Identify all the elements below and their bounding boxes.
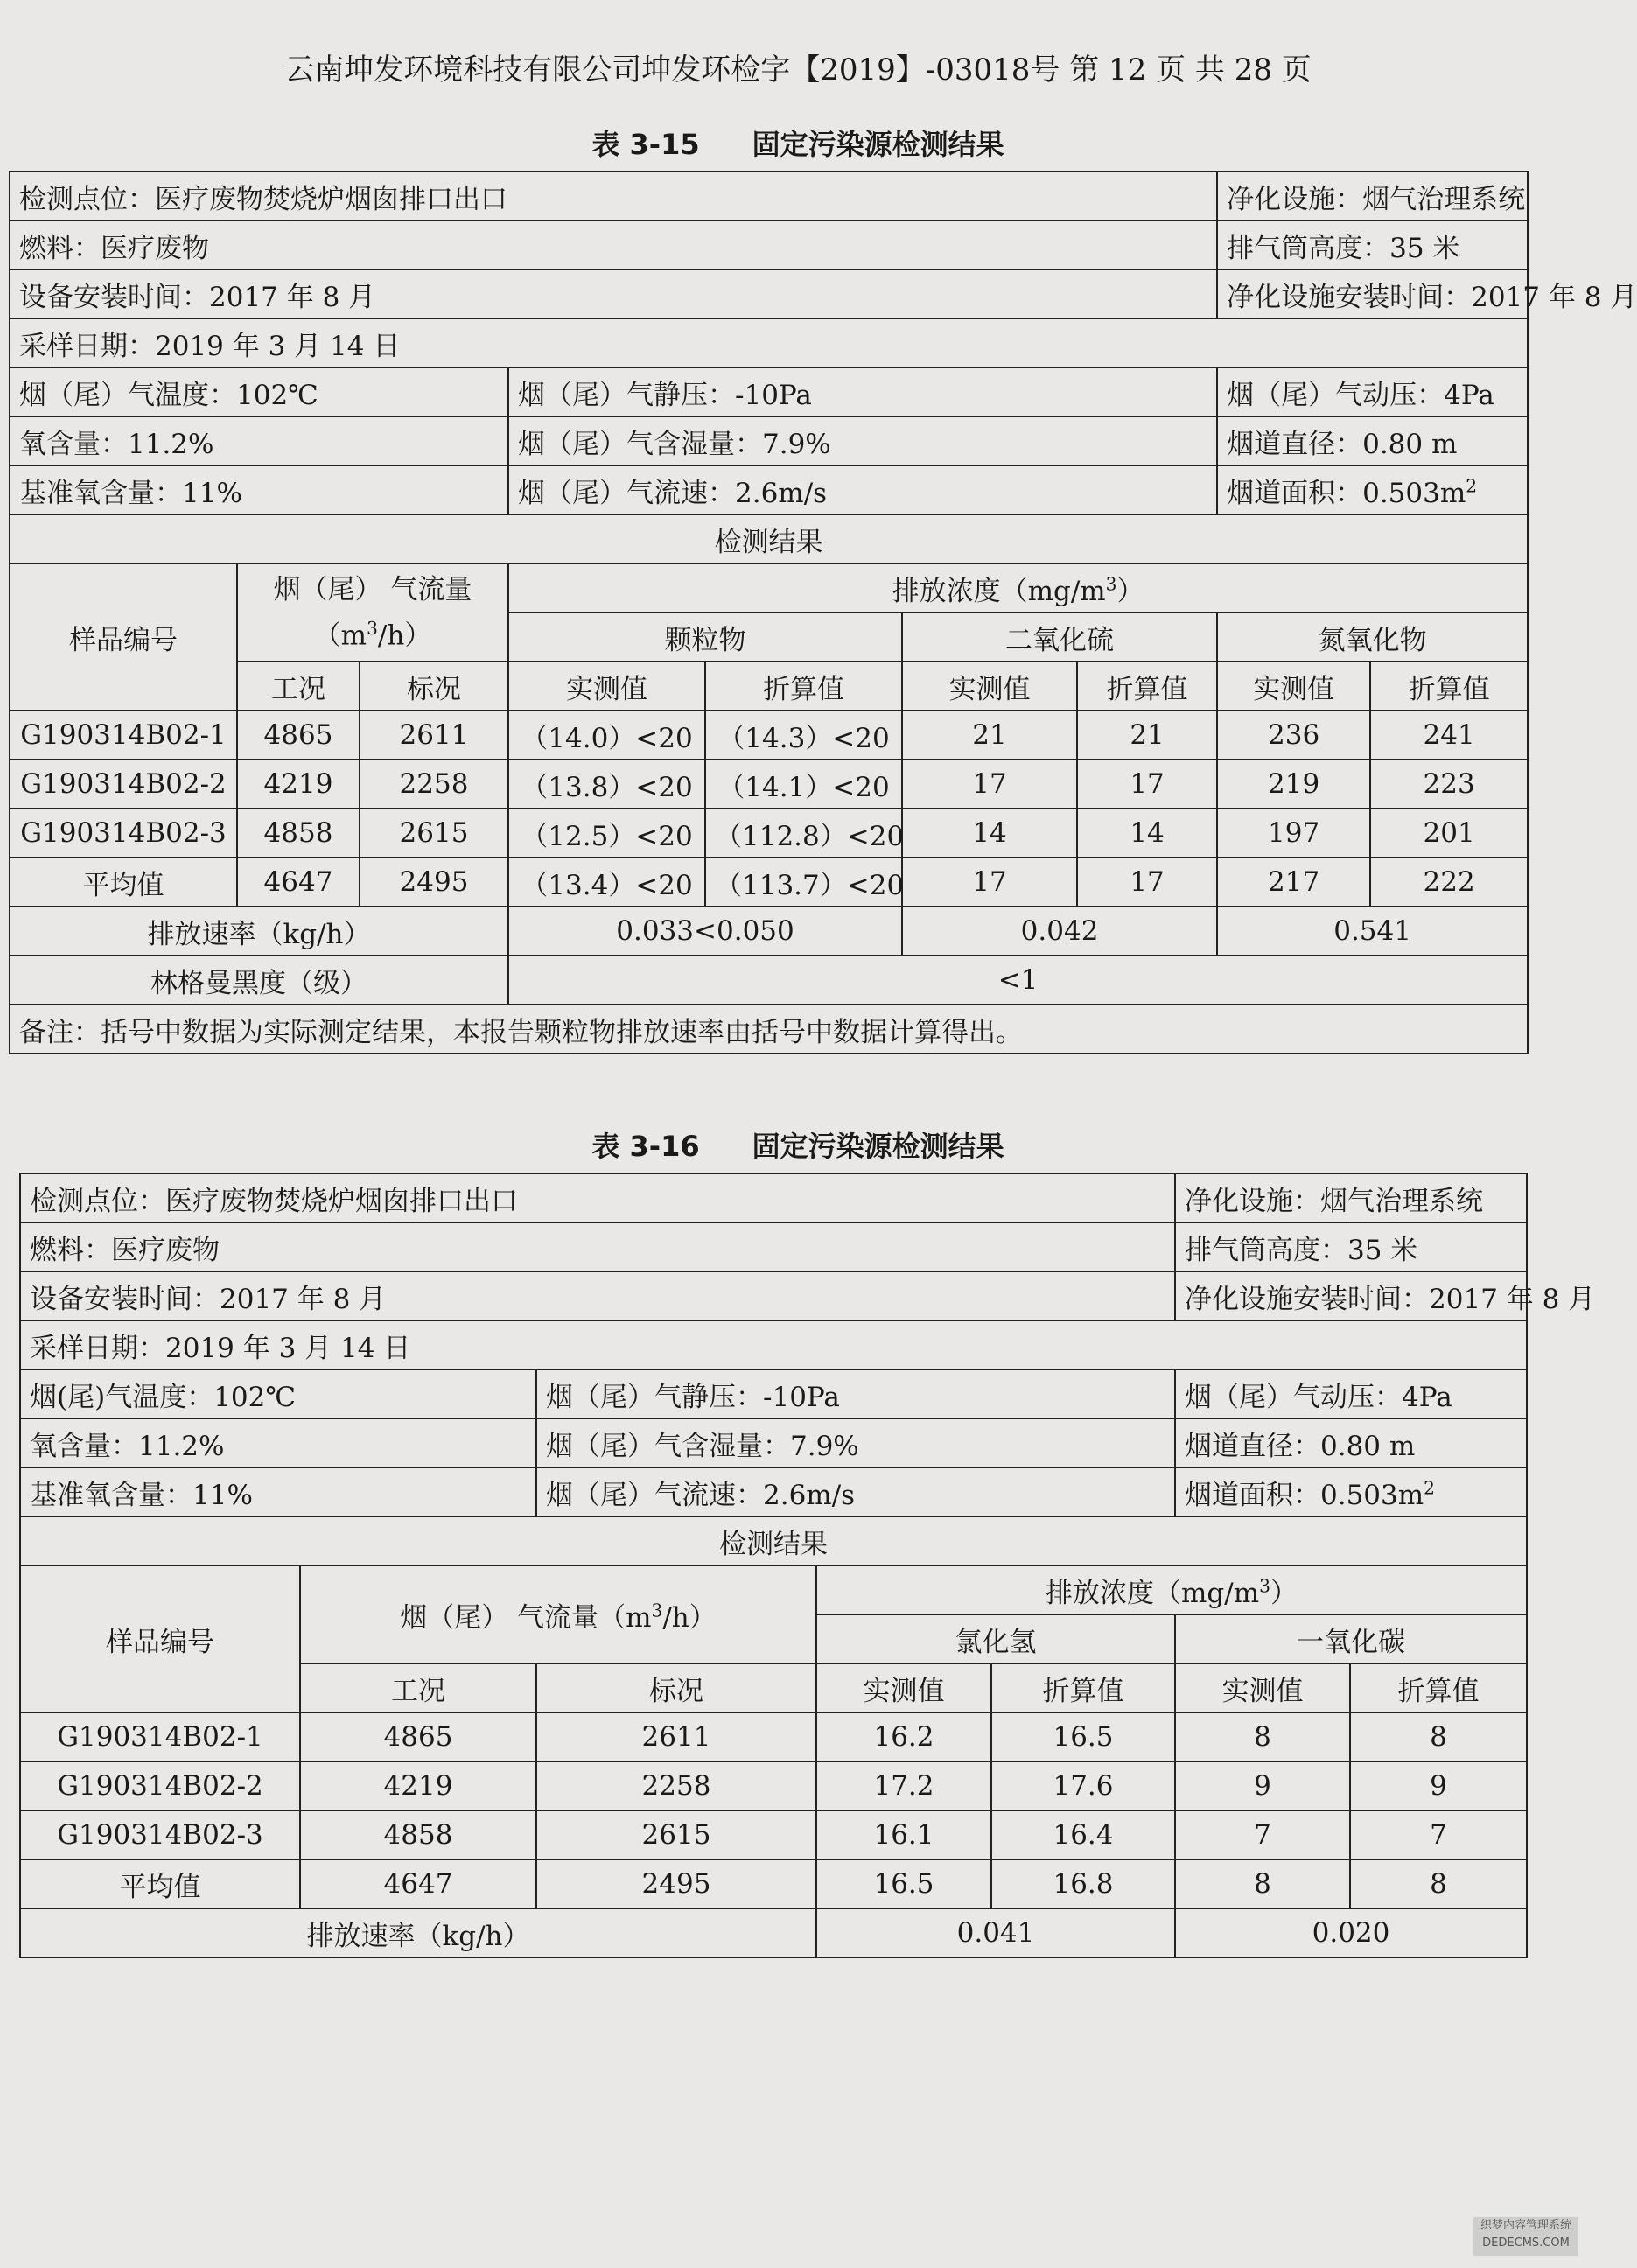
so2-measured: 21 <box>902 710 1077 760</box>
hcl-measured: 16.1 <box>816 1810 991 1859</box>
co-rate: 0.020 <box>1175 1908 1527 1957</box>
emission-rate-row <box>10 906 1528 956</box>
base-oxygen-cell: 基准氧含量：11% <box>20 1467 536 1516</box>
base-oxygen-cell: 基准氧含量：11% <box>10 466 508 514</box>
so2-measured: 17 <box>902 760 1077 808</box>
co-converted-header: 折算值 <box>1350 1663 1527 1712</box>
co-header: 一氧化碳 <box>1175 1614 1527 1663</box>
sample-id: G190314B02-3 <box>20 1810 300 1859</box>
work-value: 4858 <box>237 808 360 858</box>
pm-converted: （112.8）<20 <box>705 808 902 858</box>
hcl-measured: 16.5 <box>816 1859 991 1908</box>
table-row <box>20 1712 1527 1761</box>
table-row <box>20 1761 1527 1810</box>
nox-measured: 236 <box>1217 710 1370 760</box>
so2-rate: 0.042 <box>902 906 1217 956</box>
hcl-converted: 16.8 <box>991 1859 1175 1908</box>
static-pressure-cell: 烟（尾）气静压：-10Pa <box>536 1369 1175 1418</box>
duct-area-cell <box>1217 466 1528 514</box>
pm-measured: （14.0）<20 <box>508 710 705 760</box>
work-value: 4865 <box>300 1712 536 1761</box>
nox-measured: 219 <box>1217 760 1370 808</box>
caption-title: 固定污染源检测结果 <box>752 1130 1004 1163</box>
so2-measured: 17 <box>902 858 1077 906</box>
std-header: 标况 <box>536 1663 816 1712</box>
average-row <box>10 858 1528 906</box>
so2-converted: 21 <box>1077 710 1217 760</box>
table-row <box>10 710 1528 760</box>
caption-number: 表 3-15 <box>591 128 700 161</box>
work-header: 工况 <box>300 1663 536 1712</box>
co-measured: 9 <box>1175 1761 1350 1810</box>
co-converted: 8 <box>1350 1712 1527 1761</box>
watermark-line2: DEDECMS.COM <box>1482 2236 1570 2250</box>
dynamic-pressure-cell: 烟（尾）气动压：4Pa <box>1175 1369 1527 1418</box>
hcl-measured: 16.2 <box>816 1712 991 1761</box>
duct-area-sup: 2 <box>1466 475 1478 497</box>
nox-converted: 222 <box>1370 858 1528 906</box>
flow-speed-cell: 烟（尾）气流速：2.6m/s <box>536 1467 1175 1516</box>
caption-number: 表 3-16 <box>591 1130 700 1163</box>
flow-pre: 烟（尾） 气流量（m <box>400 1601 652 1634</box>
nox-converted: 201 <box>1370 808 1528 858</box>
pm-measured: （13.4）<20 <box>508 858 705 906</box>
humidity-cell: 烟（尾）气含湿量：7.9% <box>508 416 1217 466</box>
nox-measured: 217 <box>1217 858 1370 906</box>
flow-header <box>237 564 508 662</box>
duct-diameter-cell: 烟道直径：0.80 m <box>1217 416 1528 466</box>
so2-converted: 17 <box>1077 858 1217 906</box>
results-title: 检测结果 <box>10 514 1528 564</box>
so2-measured-header: 实测值 <box>902 662 1077 710</box>
so2-converted: 14 <box>1077 808 1217 858</box>
std-value: 2495 <box>360 858 508 906</box>
hcl-converted-header: 折算值 <box>991 1663 1175 1712</box>
facility-install-time-cell: 净化设施安装时间：2017 年 8 月 <box>1217 270 1528 318</box>
nox-header: 氮氧化物 <box>1217 612 1528 662</box>
work-header: 工况 <box>237 662 360 710</box>
hcl-converted: 17.6 <box>991 1761 1175 1810</box>
duct-area-text: 烟道面积：0.503m <box>1227 477 1466 509</box>
dynamic-pressure-cell: 烟（尾）气动压：4Pa <box>1217 368 1528 416</box>
conc-pre: 排放浓度（mg/m <box>892 575 1106 607</box>
emission-rate-row <box>20 1908 1527 1957</box>
flow-header <box>300 1565 816 1663</box>
conc-sup: 3 <box>1105 573 1117 595</box>
humidity-cell: 烟（尾）气含湿量：7.9% <box>536 1418 1175 1467</box>
concentration-header <box>816 1565 1527 1614</box>
work-value: 4647 <box>237 858 360 906</box>
std-value: 2615 <box>536 1810 816 1859</box>
co-measured: 8 <box>1175 1712 1350 1761</box>
conc-post: ） <box>1270 1577 1298 1609</box>
static-pressure-cell: 烟（尾）气静压：-10Pa <box>508 368 1217 416</box>
duct-area-sup: 2 <box>1424 1477 1435 1499</box>
watermark-line1: 织梦内容管理系统 <box>1480 2219 1571 2232</box>
flow-unit-pre: （m <box>313 620 367 652</box>
hcl-converted: 16.4 <box>991 1810 1175 1859</box>
duct-area-cell <box>1175 1467 1527 1516</box>
install-time-cell: 设备安装时间：2017 年 8 月 <box>10 270 1217 318</box>
so2-header: 二氧化硫 <box>902 612 1217 662</box>
table-row <box>10 808 1528 858</box>
conc-sup: 3 <box>1259 1575 1270 1597</box>
std-value: 2258 <box>360 760 508 808</box>
fuel-cell: 燃料：医疗废物 <box>10 220 1217 270</box>
std-value: 2495 <box>536 1859 816 1908</box>
sample-id: G190314B02-2 <box>20 1761 300 1810</box>
flow-header-text: 烟（尾） 气流量 <box>273 573 472 606</box>
std-value: 2611 <box>536 1712 816 1761</box>
flow-unit <box>247 609 499 654</box>
sample-date-cell: 采样日期：2019 年 3 月 14 日 <box>20 1320 1527 1369</box>
pm-measured: （13.8）<20 <box>508 760 705 808</box>
sample-id: G190314B02-1 <box>10 710 237 760</box>
average-label: 平均值 <box>20 1859 300 1908</box>
install-time-cell: 设备安装时间：2017 年 8 月 <box>20 1271 1175 1320</box>
co-measured-header: 实测值 <box>1175 1663 1350 1712</box>
sample-id: G190314B02-2 <box>10 760 237 808</box>
flow-sup: 3 <box>651 1600 663 1621</box>
table-row <box>10 760 1528 808</box>
pm-measured: （12.5）<20 <box>508 808 705 858</box>
flow-unit-sup: 3 <box>367 617 378 639</box>
table-3-16-caption <box>0 1124 1596 1165</box>
results-title: 检测结果 <box>20 1516 1527 1565</box>
fuel-cell: 燃料：医疗废物 <box>20 1222 1175 1271</box>
oxygen-cell: 氧含量：11.2% <box>10 416 508 466</box>
pm-converted: （113.7）<20 <box>705 858 902 906</box>
sample-id-header: 样品编号 <box>20 1565 300 1712</box>
hcl-converted: 16.5 <box>991 1712 1175 1761</box>
nox-measured: 197 <box>1217 808 1370 858</box>
pm-converted: （14.1）<20 <box>705 760 902 808</box>
conc-post: ） <box>1116 575 1144 607</box>
hcl-measured: 17.2 <box>816 1761 991 1810</box>
watermark-logo <box>1473 2217 1578 2256</box>
duct-area-text: 烟道面积：0.503m <box>1185 1479 1424 1511</box>
so2-converted-header: 折算值 <box>1077 662 1217 710</box>
emission-rate-label: 排放速率（kg/h） <box>10 906 508 956</box>
note: 备注：括号中数据为实际测定结果，本报告颗粒物排放速率由括号中数据计算得出。 <box>10 1004 1528 1054</box>
nox-rate: 0.541 <box>1217 906 1528 956</box>
hcl-rate: 0.041 <box>816 1908 1175 1957</box>
sample-id: G190314B02-3 <box>10 808 237 858</box>
particulate-header: 颗粒物 <box>508 612 902 662</box>
so2-converted: 17 <box>1077 760 1217 808</box>
flow-speed-cell: 烟（尾）气流速：2.6m/s <box>508 466 1217 514</box>
pm-measured-header: 实测值 <box>508 662 705 710</box>
ringelmann-value: <1 <box>508 956 1528 1004</box>
work-value: 4219 <box>300 1761 536 1810</box>
co-converted: 7 <box>1350 1810 1527 1859</box>
work-value: 4858 <box>300 1810 536 1859</box>
ringelmann-row <box>10 956 1528 1004</box>
table-3-15 <box>9 171 1637 1054</box>
co-measured: 7 <box>1175 1810 1350 1859</box>
location-cell: 检测点位：医疗废物焚烧炉烟囱排口出口 <box>10 172 1217 220</box>
work-value: 4647 <box>300 1859 536 1908</box>
sample-id-header: 样品编号 <box>10 564 237 710</box>
concentration-header <box>508 564 1528 612</box>
oxygen-cell: 氧含量：11.2% <box>20 1418 536 1467</box>
duct-diameter-cell: 烟道直径：0.80 m <box>1175 1418 1527 1467</box>
hcl-measured-header: 实测值 <box>816 1663 991 1712</box>
caption-title: 固定污染源检测结果 <box>752 128 1004 161</box>
work-value: 4219 <box>237 760 360 808</box>
ringelmann-label: 林格曼黑度（级） <box>10 956 508 1004</box>
work-value: 4865 <box>237 710 360 760</box>
std-header: 标况 <box>360 662 508 710</box>
flow-unit-post: /h） <box>377 620 432 652</box>
temperature-cell: 烟（尾）气温度：102℃ <box>10 368 508 416</box>
page-header: 云南坤发环境科技有限公司坤发环检字【2019】-03018号 第 12 页 共 28 页 <box>284 52 1312 88</box>
co-converted: 8 <box>1350 1859 1527 1908</box>
sample-date-cell: 采样日期：2019 年 3 月 14 日 <box>10 318 1528 368</box>
table-3-15-caption <box>0 122 1596 163</box>
average-row <box>20 1859 1527 1908</box>
co-measured: 8 <box>1175 1859 1350 1908</box>
temperature-cell: 烟(尾)气温度：102℃ <box>20 1369 536 1418</box>
std-value: 2615 <box>360 808 508 858</box>
std-value: 2258 <box>536 1761 816 1810</box>
so2-measured: 14 <box>902 808 1077 858</box>
nox-converted: 223 <box>1370 760 1528 808</box>
pm-rate: 0.033<0.050 <box>508 906 902 956</box>
stack-height-cell: 排气筒高度：35 米 <box>1217 220 1528 270</box>
facility-cell: 净化设施：烟气治理系统 <box>1175 1173 1527 1222</box>
table-row <box>20 1810 1527 1859</box>
conc-pre: 排放浓度（mg/m <box>1046 1577 1260 1609</box>
co-converted: 9 <box>1350 1761 1527 1810</box>
nox-measured-header: 实测值 <box>1217 662 1370 710</box>
average-label: 平均值 <box>10 858 237 906</box>
facility-cell: 净化设施：烟气治理系统 <box>1217 172 1528 220</box>
flow-post: /h） <box>662 1601 717 1634</box>
table-3-16 <box>19 1172 1596 1958</box>
pm-converted: （14.3）<20 <box>705 710 902 760</box>
stack-height-cell: 排气筒高度：35 米 <box>1175 1222 1527 1271</box>
nox-converted: 241 <box>1370 710 1528 760</box>
pm-converted-header: 折算值 <box>705 662 902 710</box>
facility-install-time-cell: 净化设施安装时间：2017 年 8 月 <box>1175 1271 1527 1320</box>
std-value: 2611 <box>360 710 508 760</box>
emission-rate-label: 排放速率（kg/h） <box>20 1908 816 1957</box>
location-cell: 检测点位：医疗废物焚烧炉烟囱排口出口 <box>20 1173 1175 1222</box>
nox-converted-header: 折算值 <box>1370 662 1528 710</box>
hcl-header: 氯化氢 <box>816 1614 1175 1663</box>
sample-id: G190314B02-1 <box>20 1712 300 1761</box>
